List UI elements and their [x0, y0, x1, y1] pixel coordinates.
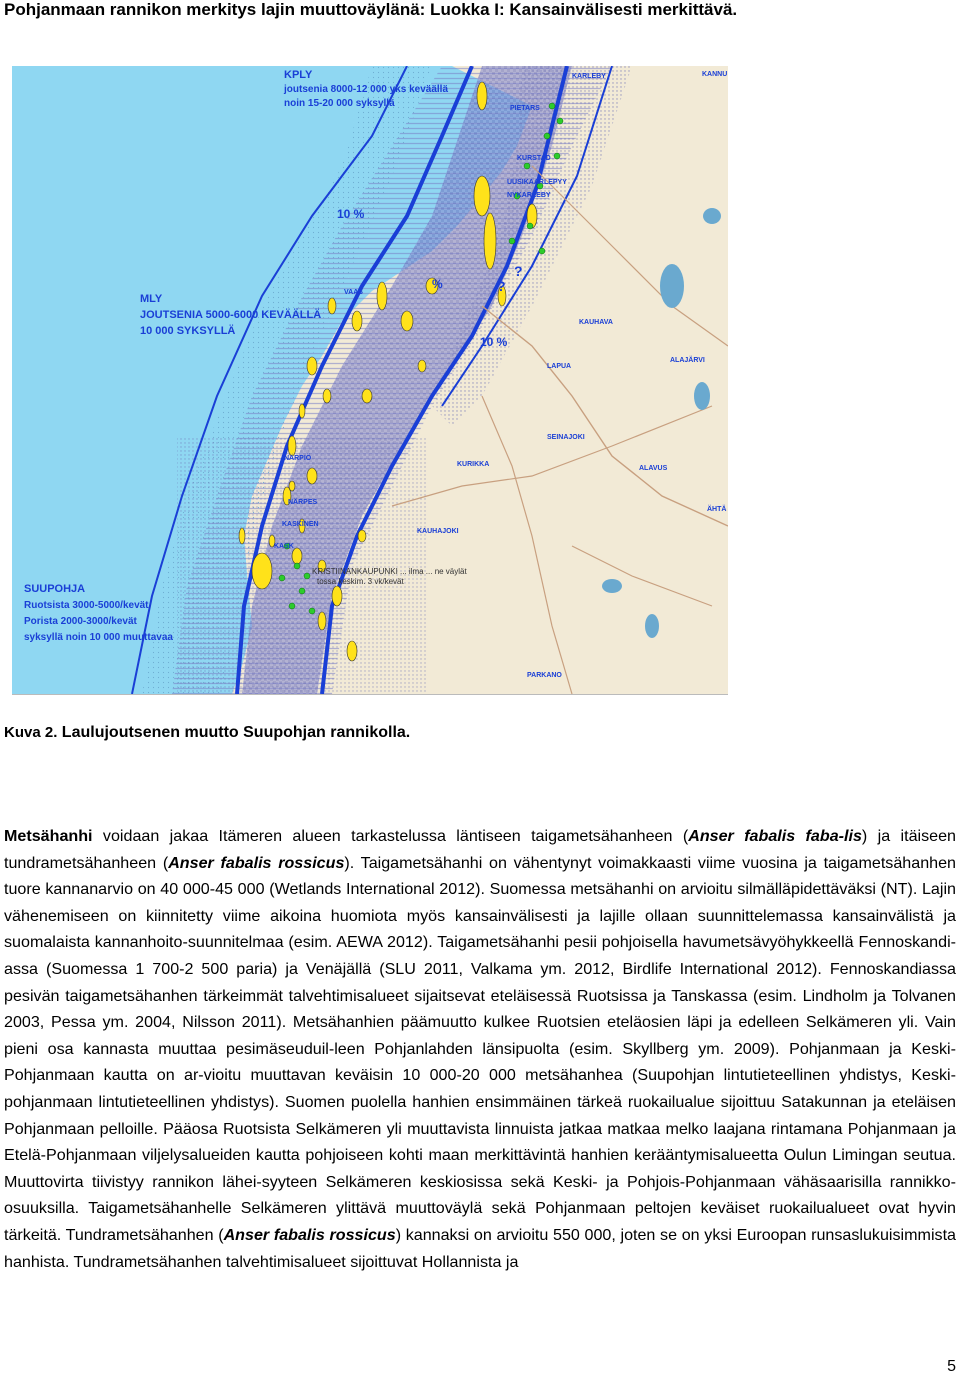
migration-map	[12, 66, 728, 695]
figure-caption	[4, 724, 410, 742]
body-text-segment: Metsähanhi	[4, 827, 93, 845]
svg-text:MLY: MLY	[140, 293, 163, 305]
svg-text:VAAS: VAAS	[344, 289, 363, 296]
svg-text:SEINAJOKI: SEINAJOKI	[547, 434, 585, 441]
svg-text:UUSIKAARLEPYY: UUSIKAARLEPYY	[507, 179, 567, 186]
svg-text:KURSTAD: KURSTAD	[517, 155, 551, 162]
svg-text:SUUPOHJA: SUUPOHJA	[24, 583, 86, 595]
svg-text:Ruotsista 3000-5000/kevät: Ruotsista 3000-5000/kevät	[24, 600, 149, 611]
svg-text:10 000 SYKSYLLÄ: 10 000 SYKSYLLÄ	[140, 325, 236, 337]
caption-prefix: Kuva 2.	[4, 724, 58, 741]
body-text-segment: ). Taigametsähanhi on vähentynyt voimakkaasti viime vuosina ja taigametsähanhen tuore kannanarvio on 40 000-45 000 (Wetlands International 2012). Suomessa metsähanhi on arvioitu silmälläpidettäväksi (NT). Lajin vähenemiseen on kiinnitetty viime aikoina huomiota myös kansainvälisesti ja lajille ollaan suunnittelemassa kansainvälistä ja suomalaista kannanhoito-suunnitelmaa (esim. AEWA 2012). Taigametsähanhi pesii pohjoisella havumetsävyöhykkeellä Fennoskandi-assa (Suomessa 1 700-2 500 paria) ja Venäjällä (SLU 2011, Valkama ym. 2012, Birdlife International 2012). Fennoskandiassa pesivän taigametsähanhen tärkeimmät talvehtimisalueet sijaitsevat eteläisessä Ruotsissa ja Tanskassa (esim. Lindholm ja Tolvanen 2003, Pessa ym. 2004, Nilsson 2011). Metsähanhien päämuutto kulkee Ruotsien eteläosien läpi ja edelleen Selkämeren yli. Vain pieni osa kannasta muuttaa pesimäseuduil-leen Pohjanlahden länsipuolta (esim. Skyllberg ym. 2009). Pohjanmaan ja Keski-Pohjanmaan kautta on ar-vioitu muuttavan keväisin 10 000-20 000 metsähanhea (Suupohjan lintutieteellinen yhdistys, Keski-pohjanmaan lintutieteellinen yhdistys). Suomen puolella hanhien ensimmäinen tärkeä ruokailualue sijoittuu Satakunnan ja eteläisen Pohjanmaan pelloille. Pääosa Ruotsista Selkämeren yli muuttavista linnuista jatkaa matkaa melko laajana rintamana Pohjanmaan ja Etelä-Pohjanmaan viljelysalueiden kautta pohjoiseen kohti maan merkittävintä hanhien kerääntymisalueetta Oulun Limingan seutua. Muuttovirta tiivistyy rannikon lähei-syyteen Selkämeren keskiosissa sekä Keski- ja Pohjois-Pohjanmaan vähäsaarisilla rannikko-osuuksilla. Taigametsähanhelle Selkämeren ylittävä muuttoväylä sekä Pohjanmaan peltojen keväiset ruokailualueet ovat hyvin tärkeitä. Tundrametsähanhen (	[4, 853, 956, 1244]
lake	[645, 614, 659, 638]
header-title: Pohjanmaan rannikon merkitys lajin muuttoväylänä: Luokka I: Kansainvälisesti merkittävä.	[4, 0, 738, 19]
svg-text:KAUHAJOKI: KAUHAJOKI	[417, 528, 459, 535]
question-label: ?	[514, 263, 523, 279]
body-text-segment: ) kannaksi on arvioitu 550 000, joten se on yksi Euroopan runsaslukuisimmista hanhista. Tundrametsähanhen talvehtimisalueet sijoittuvat Hollannista ja	[4, 1225, 956, 1271]
lake	[694, 382, 710, 410]
body-text-segment: Anser fabalis faba-lis	[688, 827, 862, 845]
lake	[660, 264, 684, 308]
question-label: ?	[497, 278, 506, 294]
body-text-segment: Anser fabalis rossicus	[168, 853, 345, 872]
svg-text:KAUHAVA: KAUHAVA	[579, 319, 613, 326]
body-paragraph	[4, 823, 956, 1275]
svg-text:ALAVUS: ALAVUS	[639, 465, 668, 472]
caption-text: Laulujoutsenen muutto Suupohjan rannikolla.	[57, 724, 411, 741]
body-text	[4, 823, 956, 1275]
body-text-segment: ) ja itäiseen tundrametsähanheen (	[4, 827, 957, 872]
svg-text:NYKARLEBY: NYKARLEBY	[507, 192, 551, 199]
svg-text:LAPUA: LAPUA	[547, 363, 572, 370]
body-text-segment: voidaan jakaa Itämeren alueen tarkastelussa läntiseen taigametsähanheen (	[92, 827, 689, 845]
svg-text:KANNU: KANNU	[702, 71, 728, 78]
svg-text:ALAJÄRVI: ALAJÄRVI	[670, 357, 705, 364]
svg-text:KURIKKA: KURIKKA	[457, 461, 490, 468]
svg-text:KRISTIINANKAUPUNKI ... ilma ..: KRISTIINANKAUPUNKI ... ilma ... ne väylät	[312, 567, 467, 576]
percent-label: 10 %	[480, 335, 508, 349]
svg-text:JOUTSENIA 5000-6000 KEVÄÄLLÄ: JOUTSENIA 5000-6000 KEVÄÄLLÄ	[140, 309, 322, 321]
percent-label: 10 %	[337, 207, 365, 221]
page-number: 5	[947, 1358, 956, 1375]
svg-text:noin 15-20 000 syksyllä: noin 15-20 000 syksyllä	[284, 98, 395, 109]
svg-text:KASK: KASK	[274, 543, 294, 550]
svg-text:ÄHTÄ: ÄHTÄ	[707, 506, 727, 513]
lake	[602, 579, 622, 593]
page-header	[0, 0, 960, 30]
percent-label: %	[432, 277, 443, 291]
svg-text:joutsenia 8000-12 000 yks kevä: joutsenia 8000-12 000 yks keväällä	[284, 84, 449, 95]
svg-text:PIETARS: PIETARS	[510, 105, 540, 112]
lake	[703, 208, 721, 224]
svg-text:KASKINEN: KASKINEN	[282, 521, 319, 528]
svg-text:NÄRPIÖ: NÄRPIÖ	[284, 455, 312, 462]
svg-text:KARLEBY: KARLEBY	[572, 73, 606, 80]
svg-text:PARKANO: PARKANO	[527, 672, 562, 679]
svg-text:Porista 2000-3000/kevät: Porista 2000-3000/kevät	[24, 616, 137, 627]
svg-text:tossa keskim. 3 vk/kevät: tossa keskim. 3 vk/kevät	[317, 577, 404, 586]
map-figure	[12, 66, 728, 694]
svg-text:NÄRPES: NÄRPES	[288, 499, 318, 506]
svg-text:KPLY: KPLY	[284, 69, 313, 81]
svg-text:syksyllä noin 10 000 muuttavaa: syksyllä noin 10 000 muuttavaa	[24, 632, 173, 643]
body-text-segment: Anser fabalis rossicus	[223, 1225, 396, 1244]
